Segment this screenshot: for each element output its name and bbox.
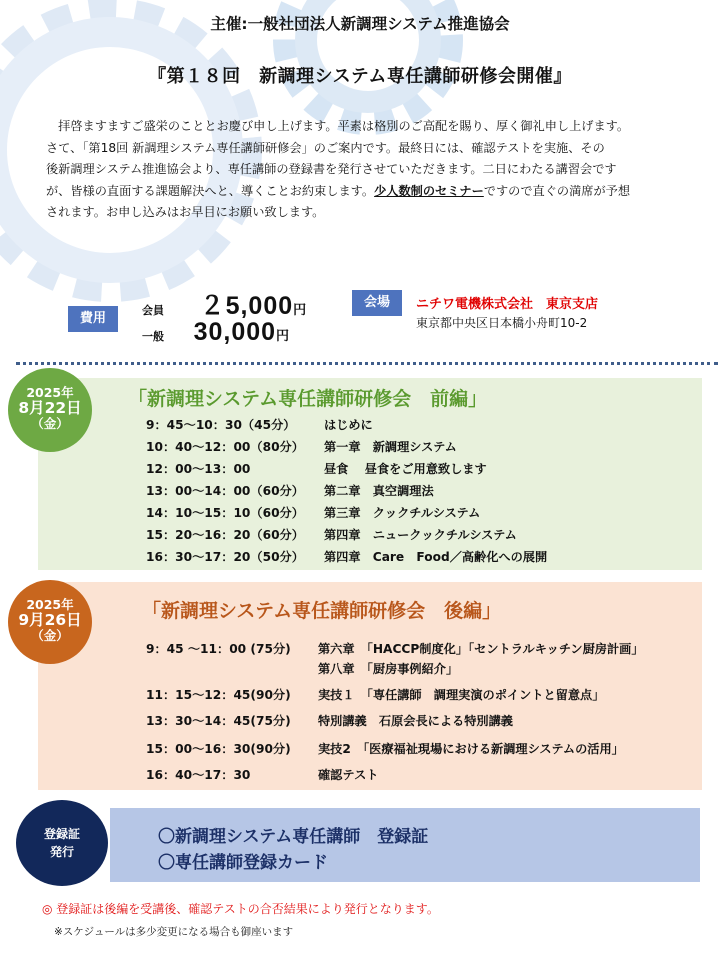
schedule-topic: 第一章 新調理システム [324,440,457,454]
schedule-time: 13：30～14：45(75分) [146,714,291,728]
schedule-topic: 第六章 「HACCP制度化」「セントラルキッチン厨房計画」 [318,642,644,656]
schedule-time: 15：20～16：20（60分） [146,528,304,542]
schedule-row [146,660,458,677]
day2-date-badge [8,580,92,664]
page-title: 『第１８回 新調理システム専任講師研修会開催』 [148,66,572,87]
general-label: 一般 [142,330,164,343]
intro-line: さて、「第18回 新調理システム専任講師研修会」のご案内です。最終日には、確認テストを実施、その [46,140,605,155]
schedule-time: 9：45 ～11：00 (75分) [146,642,291,656]
fee-label: 費用 [68,306,118,332]
venue-address: 東京都中央区日本橋小舟町10-2 [416,316,588,330]
schedule-row [146,416,373,433]
member-fee [142,286,306,322]
general-price: 30,000 [193,318,277,346]
day1-year: 2025年 [26,385,74,400]
day2-date: 9月26日 [18,611,82,629]
day2-year: 2025年 [26,597,74,612]
registration-card: 〇専任講師登録カード [158,853,328,873]
schedule-topic: 実技１ 「専任講師 調理実演のポイントと留意点」 [318,688,605,702]
intro-line: されます。お申し込みはお早目にお願い致します。 [46,205,325,219]
schedule-time: 13：00～14：00（60分） [146,484,304,498]
registration-badge-line1: 登録証 [43,827,80,841]
day1-weekday: （金） [31,416,69,431]
schedule-row [146,438,457,455]
schedule-time: 16：30～17：20（50分） [146,550,304,564]
schedule-time: 12：00～13：00 [146,462,251,476]
schedule-topic: 第四章 ニュークックチルシステム [324,528,517,542]
schedule-topic: はじめに [324,418,373,432]
yen-unit: 円 [293,303,307,318]
schedule-topic: 実技2 「医療福祉現場における新調理システムの活用」 [318,742,624,756]
day1-date: 8月22日 [18,399,82,417]
day1-date-badge [8,368,92,452]
intro-text-segment: ですので直ぐの満席が予想 [483,183,631,198]
organizer: 主催:一般社団法人新調理システム推進協会 [210,15,510,33]
schedule-time: 16：40～17：30 [146,768,251,782]
general-fee [142,318,289,347]
schedule-time: 11：15～12：45(90分) [146,688,291,702]
schedule-row [146,686,604,703]
venue-label: 会場 [352,290,402,316]
schedule-topic: 第八章 「厨房事例紹介」 [318,662,459,676]
certificate-note: ◎ 登録証は後編を受講後、確認テストの合否結果により発行となります。 [42,902,439,916]
schedule-row [146,740,624,757]
registration-badge-line2: 発行 [49,845,74,859]
schedule-topic: 昼食 昼食をご用意致します [324,462,487,476]
member-label: 会員 [142,304,164,317]
schedule-topic: 第二章 真空調理法 [324,484,434,498]
small-seminar-emphasis: 少人数制のセミナー [374,183,484,198]
schedule-row [146,504,480,521]
schedule-row [146,548,547,565]
schedule-time: 15：00～16：30(90分) [146,742,291,756]
schedule-change-note: ※スケジュールは多少変更になる場合も御座います [54,926,294,938]
yen-unit: 円 [276,329,290,344]
section-divider [16,362,718,365]
schedule-time: 14：10～15：10（60分） [146,506,304,520]
schedule-row [146,640,644,657]
schedule-row [146,712,513,729]
schedule-topic: 特別講義 石原会長による特別講義 [318,714,513,728]
registration-badge [16,800,108,886]
member-price: ２5,000 [199,292,294,320]
intro-text [46,116,661,224]
schedule-row [146,460,487,477]
intro-line: 拝啓ますますご盛栄のこととお慶び申し上げます。平素は格別のご高配を賜り、厚く御礼申し上げます。 [46,119,630,133]
schedule-time: 10：40～12：00（80分） [146,440,304,454]
schedule-topic: 第三章 クックチルシステム [324,506,481,520]
intro-text-segment: が、皆様の直面する課題解決へと、導くことお約束します。 [46,183,375,198]
day2-heading: 「新調理システム専任講師研修会 後編」 [142,600,502,622]
venue-name: ニチワ電機株式会社 東京支店 [416,297,599,312]
day2-weekday: （金） [31,628,69,643]
day1-heading: 「新調理システム専任講師研修会 前編」 [128,388,488,410]
schedule-topic: 第四章 Care Food／高齢化への展開 [324,550,548,564]
intro-line [46,181,661,203]
schedule-row [146,526,517,543]
intro-line: 後新調理システム推進協会より、専任講師の登録書を発行させていただきます。二日にわたる講習会です [46,162,617,176]
registration-certificate: 〇新調理システム専任講師 登録証 [158,827,429,847]
schedule-row [146,766,378,783]
schedule-topic: 確認テスト [318,768,379,782]
schedule-row [146,482,434,499]
schedule-time: 9：45～10：30（45分） [146,418,296,432]
